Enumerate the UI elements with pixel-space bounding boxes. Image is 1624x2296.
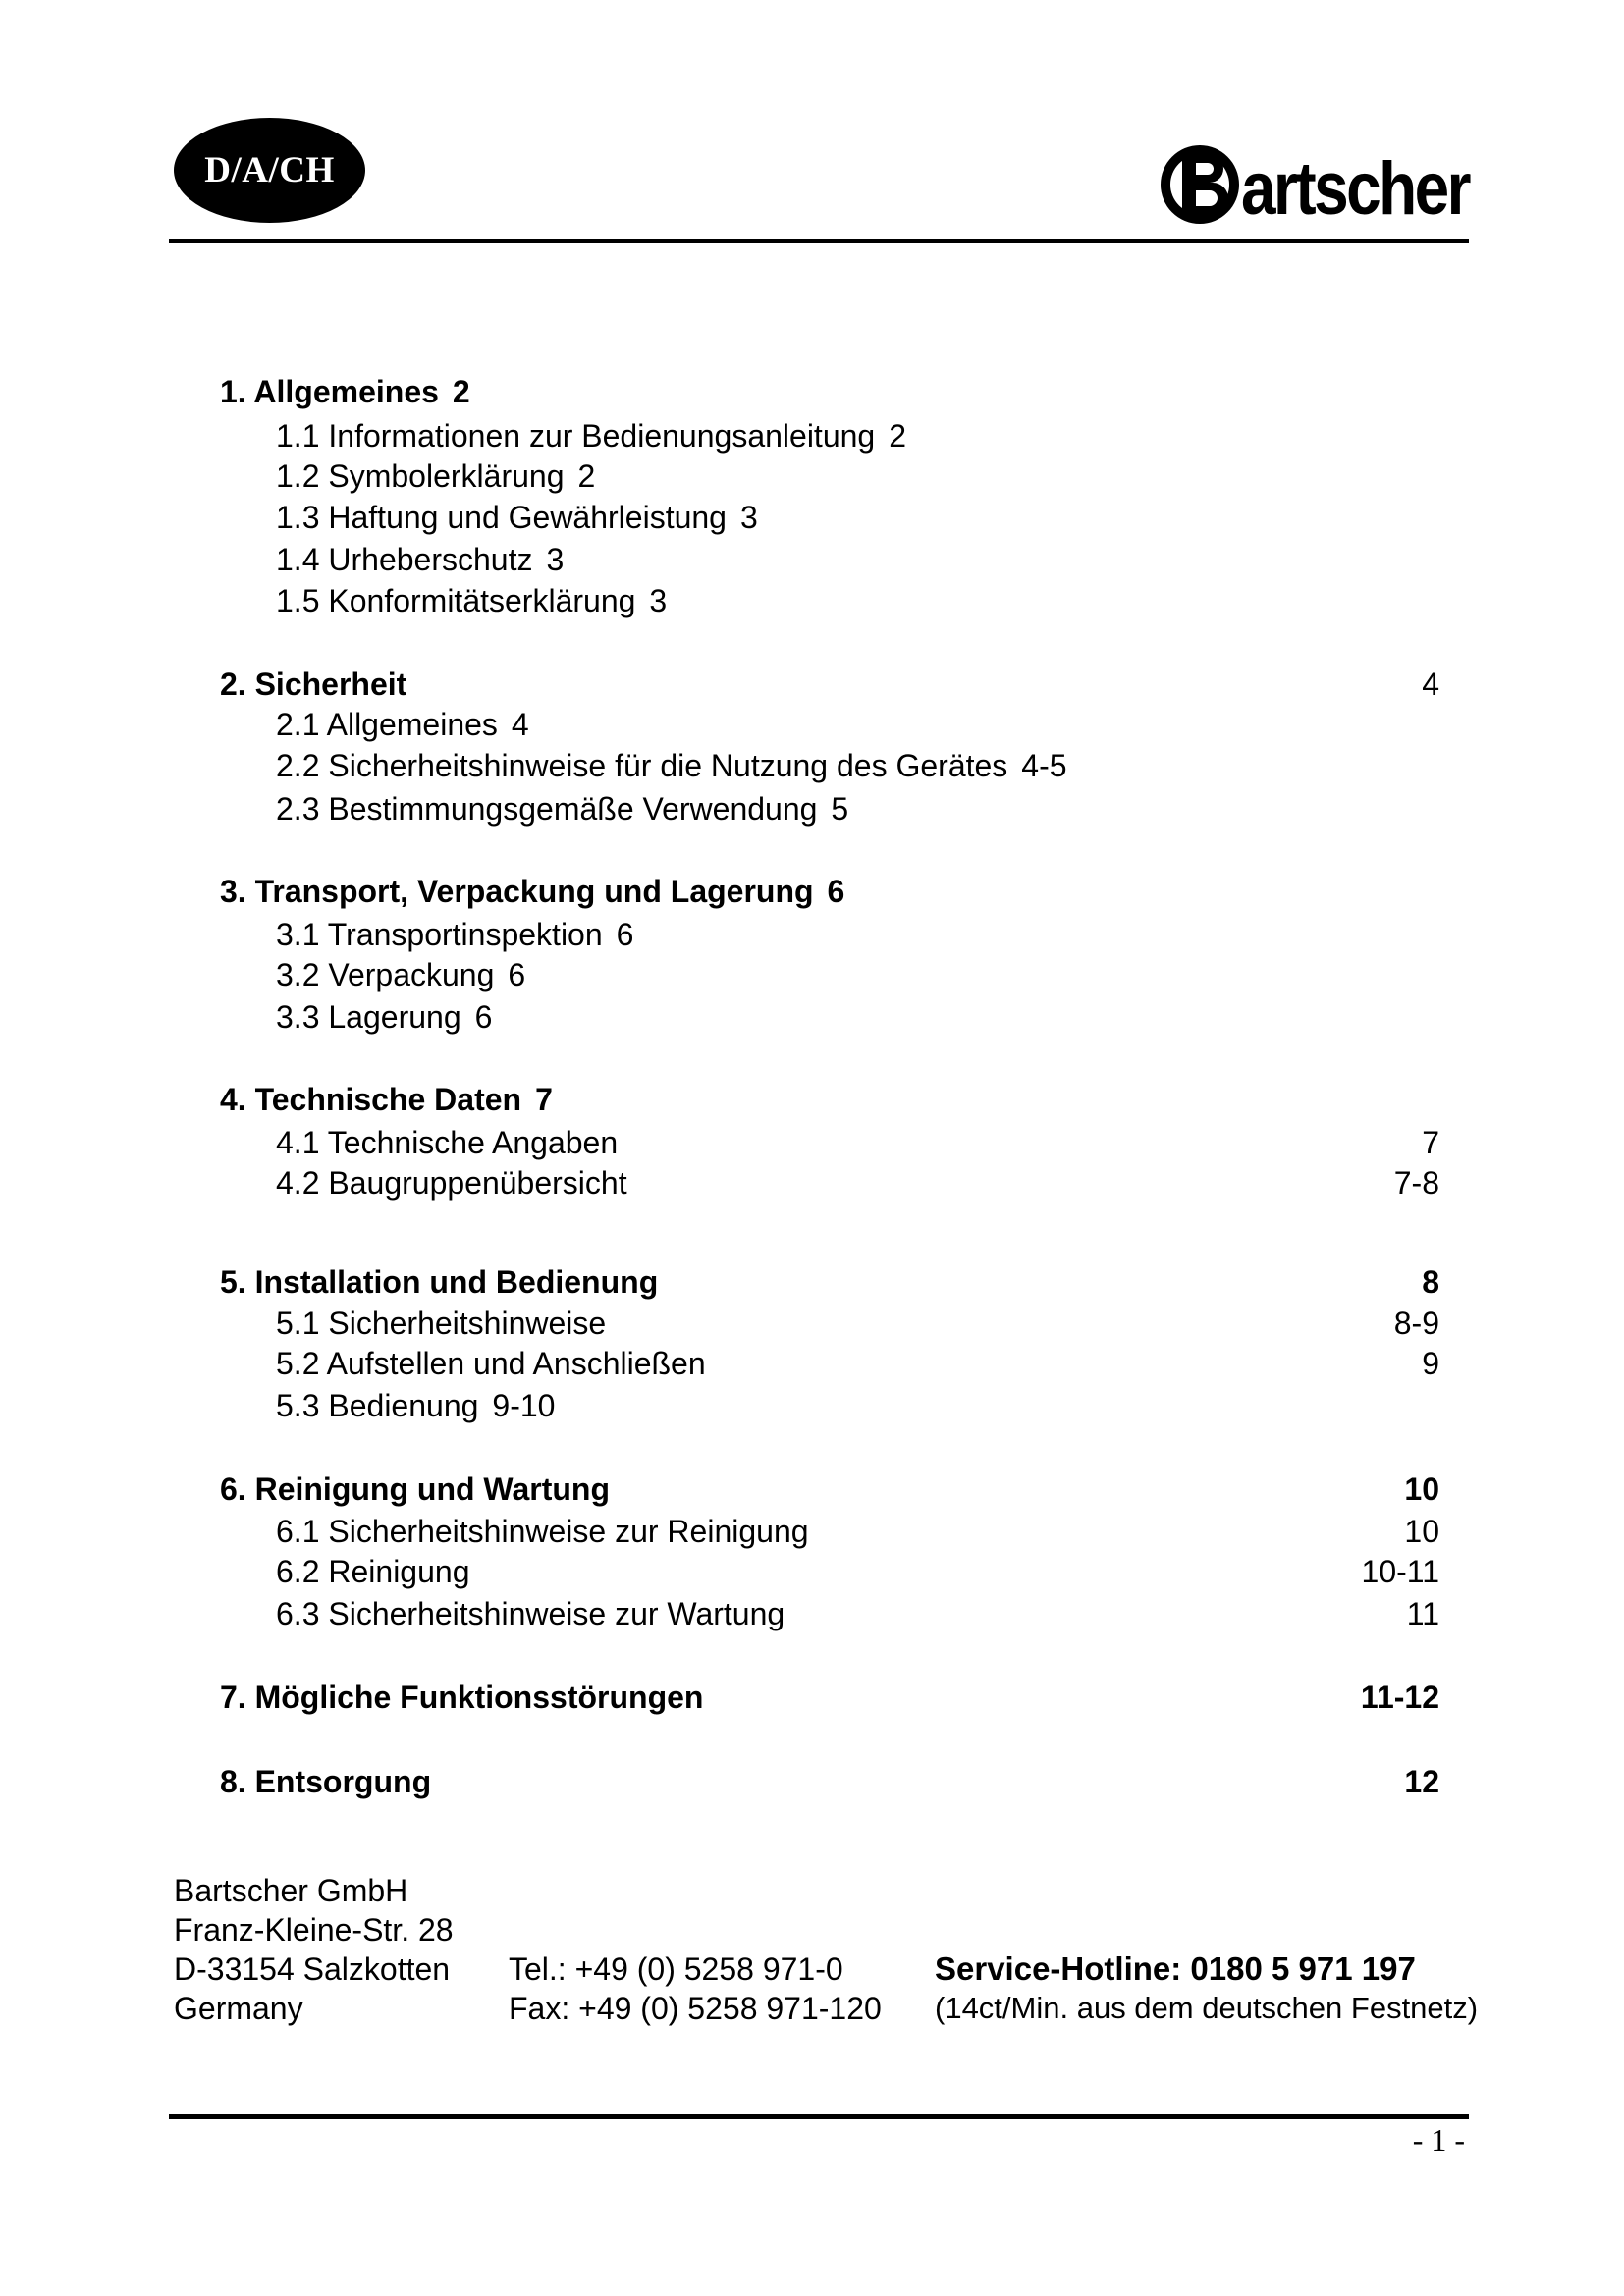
toc-entry-label: 4.1 Technische Angaben <box>276 1125 619 1160</box>
toc-entry-label: 3. Transport, Verpackung und Lagerung <box>220 874 814 909</box>
toc-entry-page: 8-9 <box>1393 1306 1439 1341</box>
toc-entry-page: 12 <box>1404 1764 1439 1799</box>
toc-chapter <box>220 1264 658 1300</box>
toc-chapter <box>220 1082 553 1117</box>
toc-entry-label: 1.1 Informationen zur Bedienungsanleitung <box>276 418 876 454</box>
company-tel: Tel.: +49 (0) 5258 971-0 <box>509 1951 843 1987</box>
toc-entry-page: 3 <box>546 542 565 577</box>
toc-chapter <box>220 667 406 702</box>
toc-entry-page: 4 <box>511 707 529 742</box>
footer-rule <box>169 2114 1469 2119</box>
toc-entry-label: 5.3 Bedienung <box>276 1388 479 1423</box>
toc-entry-page: 8 <box>1422 1264 1439 1300</box>
company-name: Bartscher GmbH <box>174 1873 408 1908</box>
toc-entry-label: 3.1 Transportinspektion <box>276 917 603 952</box>
company-contact <box>509 1949 882 2028</box>
toc-section <box>276 418 906 454</box>
toc-entry-page: 6 <box>616 917 634 952</box>
toc-section <box>276 707 529 742</box>
toc-entry-label: 2.3 Bestimmungsgemäße Verwendung <box>276 791 818 827</box>
toc-section <box>276 458 595 494</box>
toc-entry-label: 1.5 Konformitätserklärung <box>276 583 636 618</box>
toc-entry-page: 11 <box>1406 1596 1439 1631</box>
company-address <box>174 1871 454 2028</box>
service-hotline-number: Service-Hotline: 0180 5 971 197 <box>935 1950 1416 1987</box>
toc-section <box>276 999 492 1035</box>
toc-entry-label: 7. Mögliche Funktionsstörungen <box>220 1680 704 1715</box>
bartscher-logo-icon <box>1159 133 1473 232</box>
toc-section <box>276 1346 706 1381</box>
toc-entry-page: 6 <box>474 999 493 1035</box>
toc-entry-page: 2 <box>889 418 906 454</box>
toc-entry-page: 9-10 <box>492 1388 556 1423</box>
page-number: - 1 - <box>1412 2122 1465 2158</box>
toc-section <box>276 1554 469 1589</box>
toc-chapter <box>220 374 470 409</box>
toc-section <box>276 500 758 535</box>
header-rule <box>169 239 1469 243</box>
toc-entry-label: 4.2 Baugruppenübersicht <box>276 1165 627 1201</box>
toc-entry-label: 1.3 Haftung und Gewährleistung <box>276 500 727 535</box>
toc-entry-page: 3 <box>649 583 668 618</box>
toc-entry-page: 4-5 <box>1021 748 1067 783</box>
toc-entry-page: 10-11 <box>1361 1554 1439 1589</box>
toc-entry-label: 6.3 Sicherheitshinweise zur Wartung <box>276 1596 785 1631</box>
toc-entry-label: 3.3 Lagerung <box>276 999 461 1035</box>
toc-entry-page: 4 <box>1422 667 1439 702</box>
toc-entry-label: 2. Sicherheit <box>220 667 407 702</box>
toc-entry-page: 10 <box>1404 1471 1439 1507</box>
toc-entry-page: 5 <box>831 791 849 827</box>
toc-section <box>276 1514 809 1549</box>
toc-entry-label: 1.2 Symbolerklärung <box>276 458 565 494</box>
toc-section <box>276 583 667 618</box>
company-city: D-33154 Salzkotten <box>174 1951 451 1987</box>
toc-entry-label: 8. Entsorgung <box>220 1764 432 1799</box>
toc-entry-page: 11-12 <box>1360 1680 1439 1715</box>
toc-chapter <box>220 1680 703 1715</box>
toc-entry-label: 2.2 Sicherheitshinweise für die Nutzung des Gerätes <box>276 748 1008 783</box>
toc-section <box>276 1306 606 1341</box>
toc-entry-label: 5.2 Aufstellen und Anschließen <box>276 1346 706 1381</box>
company-street: Franz-Kleine-Str. 28 <box>174 1912 454 1948</box>
service-hotline <box>935 1949 1478 2028</box>
toc-section <box>276 791 848 827</box>
toc-section <box>276 542 564 577</box>
toc-section <box>276 1125 618 1160</box>
toc-entry-page: 10 <box>1404 1514 1439 1549</box>
toc-chapter <box>220 874 844 909</box>
toc-entry-label: 3.2 Verpackung <box>276 957 495 992</box>
toc-entry-page: 6 <box>508 957 526 992</box>
region-badge-label: D/A/CH <box>204 150 335 190</box>
toc-chapter <box>220 1764 431 1799</box>
toc-entry-label: 6.2 Reinigung <box>276 1554 470 1589</box>
company-fax: Fax: +49 (0) 5258 971-120 <box>509 1991 882 2026</box>
toc-entry-label: 6. Reinigung und Wartung <box>220 1471 610 1507</box>
toc-entry-page: 7-8 <box>1393 1165 1439 1201</box>
svg-text:artscher: artscher <box>1241 147 1472 231</box>
toc-entry-label: 5.1 Sicherheitshinweise <box>276 1306 607 1341</box>
company-country: Germany <box>174 1991 303 2026</box>
toc-entry-page: 2 <box>577 458 596 494</box>
toc-entry-label: 4. Technische Daten <box>220 1082 522 1117</box>
toc-entry-page: 6 <box>827 874 845 909</box>
toc-entry-label: 6.1 Sicherheitshinweise zur Reinigung <box>276 1514 809 1549</box>
toc-entry-page: 3 <box>739 500 758 535</box>
toc-section <box>276 1165 627 1201</box>
toc-entry-page: 7 <box>535 1082 553 1117</box>
toc-section <box>276 1596 785 1631</box>
toc-entry-page: 7 <box>1422 1125 1439 1160</box>
toc-section <box>276 748 1067 783</box>
toc-entry-page: 2 <box>452 374 470 409</box>
toc-section <box>276 1388 555 1423</box>
toc-entry-label: 2.1 Allgemeines <box>276 707 498 742</box>
toc-chapter <box>220 1471 610 1507</box>
toc-entry-label: 1.4 Urheberschutz <box>276 542 533 577</box>
toc-section <box>276 917 633 952</box>
toc-entry-label: 1. Allgemeines <box>220 374 439 409</box>
toc-entry-page: 9 <box>1422 1346 1439 1381</box>
toc-entry-label: 5. Installation und Bedienung <box>220 1264 659 1300</box>
service-hotline-note: (14ct/Min. aus dem deutschen Festnetz) <box>935 1991 1479 2025</box>
toc-section <box>276 957 525 992</box>
region-badge <box>174 118 365 223</box>
